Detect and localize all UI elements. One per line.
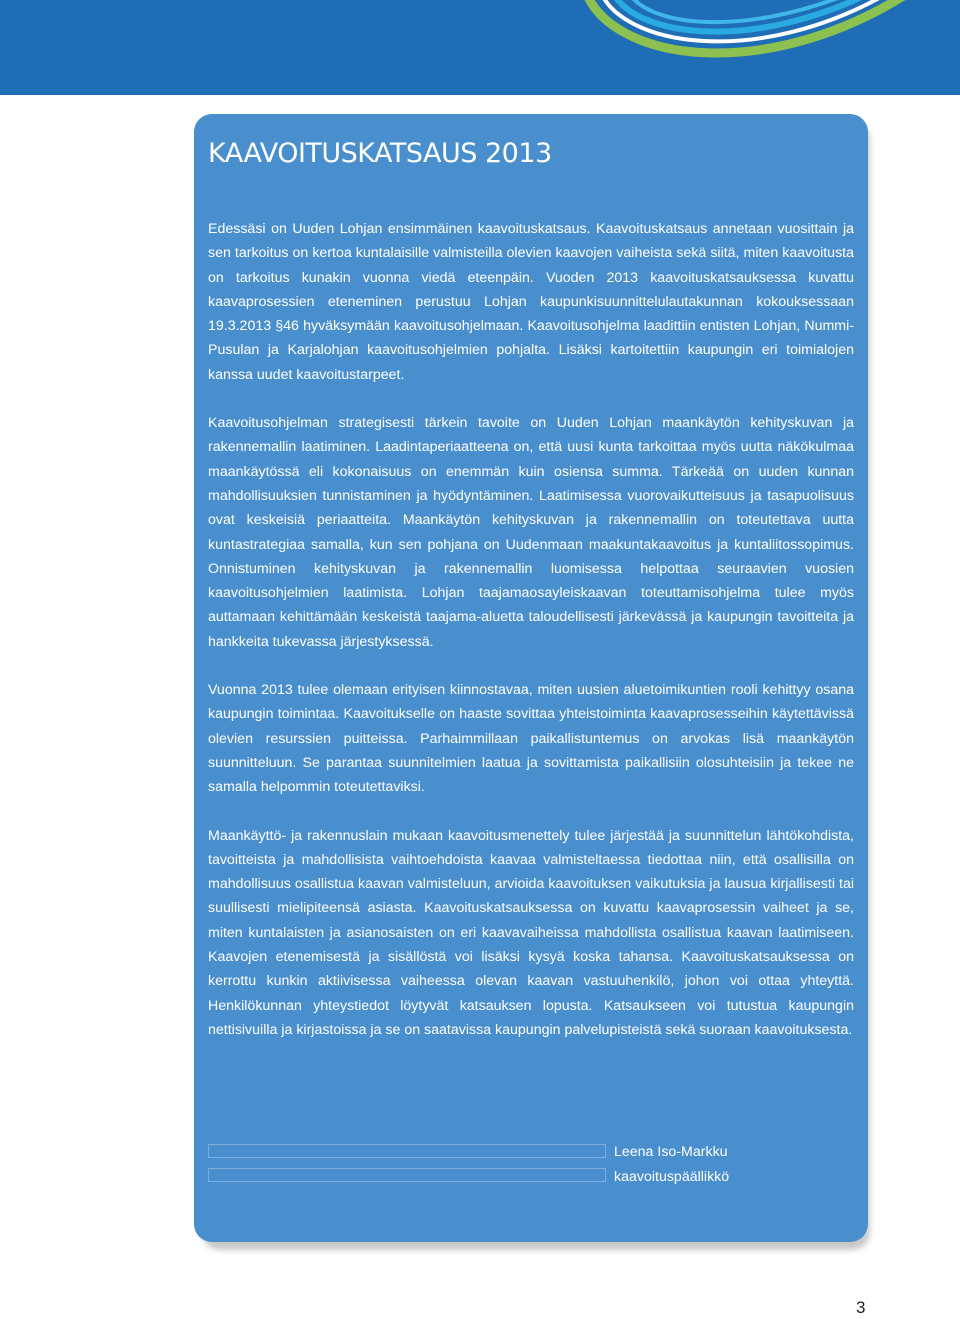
signature-lines bbox=[208, 1144, 606, 1192]
page-number: 3 bbox=[856, 1298, 866, 1317]
body-text bbox=[208, 217, 854, 1066]
signature-line bbox=[208, 1144, 606, 1158]
paragraph-intro: Edessäsi on Uuden Lohjan ensimmäinen kaavoituskatsaus. Kaavoituskatsaus annetaan vuosittain ja sen tarkoitus on kertoa kuntalaisille valmisteilla olevien kaavojen vaiheista sekä siitä, miten kaavoitusta on tarkoitus kunakin vuonna viedä eteenpäin. Vuoden 2013 kaavoituskatsauksessa kuvattu kaavaprosessien eteneminen perustuu Lohjan kaupunkisuunnittelulautakunnan kokouksessaan 19.3.2013 §46 hyväksymään kaavoitusohjelmaan. Kaavoitusohjelma laadittiin entisten Lohjan, Nummi-Pusulan ja Karjalohjan kaavoitusohjelmien pohjalta. Lisäksi kartoitettiin kaupungin eri toimialojen kanssa uudet kaavoitustarpeet. bbox=[208, 221, 854, 383]
paragraph-strategy: Kaavoitusohjelman strategisesti tärkein tavoite on Uuden Lohjan maankäytön kehityskuvan ja rakennemallin laatiminen. Laadintaperiaatteena on, että uusi kunta tarkoittaa myös uutta näkökulmaa maankäytössä eli kokonaisuus on enemmän kuin osiensa summa. Tärkeää on uuden kunnan mahdollisuuksien tunnistaminen ja hyödyntäminen. Laatimisessa vuorovaikutteisuus ja tasapuolisuus ovat keskeisiä periaatteita. Maankäytön kehityskuvan ja rakennemallin on toteutettava uutta kuntastrategiaa samalla, kun sen pohjana on Uudenmaan maakuntakaavoitus ja kuntaliitossopimus. Onnistuminen kehityskuvan ja rakennemallin luomisessa helpottaa seuraavien vuosien kaavoitusohjelmien laatimista. Lohjan taajamaosayleiskaavan toteuttamisohjelma tulee myös auttamaan kehittämään keskeistä taajama-aluetta taloudellisesti järkevässä ja kaupungin tavoitteita ja hankkeita tukevassa järjestyksessä. bbox=[208, 415, 854, 650]
paragraph-participation: Maankäyttö- ja rakennuslain mukaan kaavoitusmenettely tulee järjestää ja suunnittelun lähtökohdista, tavoitteista ja mahdollisista vaihtoehdoista kaavaa valmisteltaessa tiedottaa niin, että osallisilla on mahdollisuus osallistua kaavan valmisteluun, arvioida kaavoituksen vaikutuksia ja lausua kirjallisesti tai suullisesti mielipiteensä asiasta. Kaavoituskatsauksessa on kuvattu kaavaprosessin vaiheet ja se, miten kuntalaisten ja asianosaisten on eri kaavavaiheissa mahdollista osallistua kaavan laatimiseen. Kaavojen etenemisestä ja sisällöstä voi lisäksi kysyä koska tahansa. Kaavoituskatsauksessa on kerrottu kunkin aktiivisessa vaiheessa olevan kaavan vastuuhenkilö, johon voi ottaa yhteyttä. Henkilökunnan yhteystiedot löytyvät katsauksen lopusta. Katsaukseen voi tutustua kaupungin nettisivuilla ja kirjastoissa ja se on saatavissa kaupungin palvelupisteistä sekä suoraan kaavoituksesta. bbox=[208, 827, 854, 1038]
header-band bbox=[0, 0, 960, 95]
signature-role: kaavoituspäällikkö bbox=[614, 1168, 730, 1185]
signature-line bbox=[208, 1168, 606, 1182]
swirl-logo-graphic bbox=[0, 0, 960, 95]
paragraph-2013: Vuonna 2013 tulee olemaan erityisen kiinnostavaa, miten uusien aluetoimikuntien rooli kehittyy osana kaupungin toimintaa. Kaavoitukselle on haaste sovittaa yhteistoiminta kaavaprosesseihin käytettävissä olevien resurssien puitteissa. Parhaimmillaan paikallistuntemus on arvokas lisä maankäytön suunnitteluun. Se parantaa suunnitelmien laatua ja sovittamista paikallisiin olosuhteisiin ja tekee ne samalla helpommin toteutettaviksi. bbox=[208, 682, 854, 796]
page-title: KAAVOITUSKATSAUS 2013 bbox=[208, 138, 552, 169]
signature-name: Leena Iso-Markku bbox=[614, 1144, 728, 1160]
signature-block bbox=[614, 1140, 729, 1189]
content-panel bbox=[194, 114, 868, 1242]
